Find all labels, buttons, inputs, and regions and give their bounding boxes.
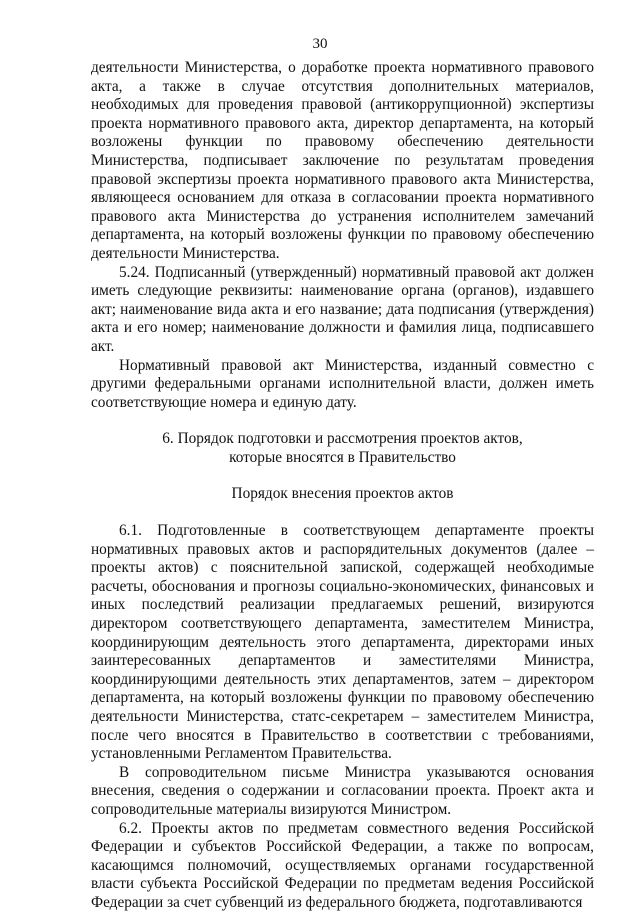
paragraph-6-2: 6.2. Проекты актов по предметам совместного ведения Российской Федерации и субъектов Российской Федерации, а также по вопросам, касающимся полномочий, осуществляемых органами государственной власти субъекта Российской Федерации по предметам ведения Российской Федерации за счет субвенций из федерального бюджета, подготавливаются [91, 819, 594, 911]
paragraph-5-24: 5.24. Подписанный (утвержденный) нормативный правовой акт должен иметь следующие реквизиты: наименование органа (органов), издавшего акт; наименование вида акта и его название; дата подписания (утверждения) акта и его номер; наименование должности и фамилия лица, подписавшего акт. [91, 263, 594, 355]
paragraph-continuation: деятельности Министерства, о доработке проекта нормативного правового акта, а также в случае отсутствия дополнительных материалов, необходимых для проведения правовой (антикоррупционной) экспертизы проекта нормативного правового акта, директор департамента, на который возложены функции по правовому обеспечению деятельности Министерства, подписывает заключение по результатам проведения правовой экспертизы проекта нормативного правового акта Министерства, являющееся основанием для отказа в согласовании проекта нормативного правового акта Министерства до устранения исполнителем замечаний департамента, на который возложены функции по правовому обеспечению деятельности Министерства. [91, 59, 594, 262]
paragraph-joint-act: Нормативный правовой акт Министерства, изданный совместно с другими федеральными органами исполнительной власти, должен иметь соответствующие номера и единую дату. [91, 356, 594, 411]
document-body [91, 59, 594, 913]
paragraph-cover-letter: В сопроводительном письме Министра указываются основания внесения, сведения о содержании и согласовании проекта. Проект акта и сопроводительные материалы визируются Министром. [91, 763, 594, 818]
section-heading-line1: 6. Порядок подготовки и рассмотрения проектов актов, [162, 430, 523, 448]
section-heading-line2: которые вносятся в Правительство [229, 448, 456, 466]
subheading: Порядок внесения проектов актов [231, 485, 454, 503]
page-number: 30 [312, 36, 328, 52]
paragraph-6-1: 6.1. Подготовленные в соответствующем департаменте проекты нормативных правовых актов и распорядительных документов (далее – проекты актов) с пояснительной запиской, содержащей необходимые расчеты, обоснования и прогнозы социально-экономических, финансовых и иных последствий реализации предлагаемых решений, визируются директором соответствующего департамента, заместителем Министра, координирующим деятельность этого департамента, директорами иных заинтересованных департаментов и заместителями Министра, координирующими деятельность этих департаментов, затем – директором департамента, на который возложены функции по правовому обеспечению деятельности Министерства, статс-секретарем – заместителем Министра, после чего вносятся в Правительство в соответствии с требованиями, установленными Регламентом Правительства. [91, 522, 594, 763]
